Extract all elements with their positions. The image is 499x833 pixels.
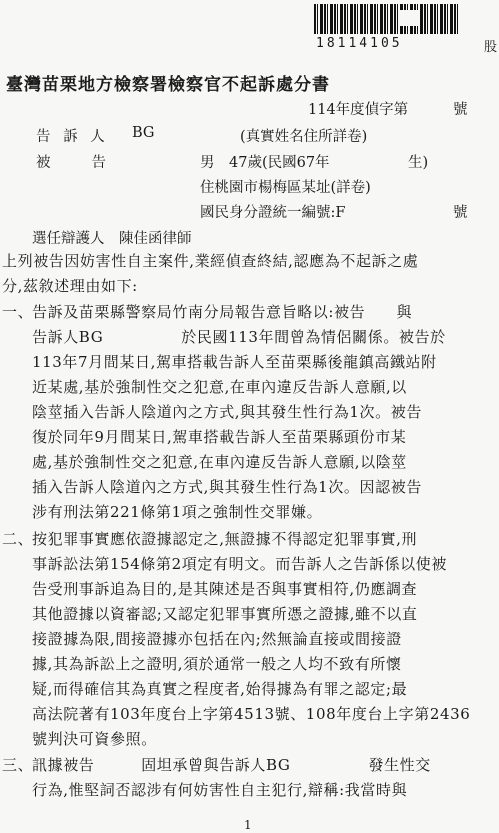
corner-mark: 股 bbox=[484, 40, 498, 55]
section-line: 陰莖插入告訴人陰道內之方式,與其發生性行為1次。被告 bbox=[32, 403, 422, 421]
section-line: 高法院著有103年度台上字第4513號、108年度台上字第2436 bbox=[32, 705, 471, 723]
section-line: 行為,惟堅詞否認涉有何妨害性自主犯行,辯稱:我當時與 bbox=[32, 781, 408, 799]
section-line: 處,基於強制性交之犯意,在車內違反告訴人意願,以陰莖 bbox=[32, 453, 407, 471]
section-line: 告訴及苗栗縣警察局竹南分局報告意旨略以:被告 與 bbox=[32, 303, 413, 321]
section-line: 疑,而得確信其為真實之程度者,始得據為有罪之認定;最 bbox=[32, 680, 408, 698]
section-line: 113年7月間某日,駕車搭載告訴人至苗栗縣後龍鎮高鐵站附 bbox=[32, 353, 437, 371]
section-line: 訊據被告 固坦承曾與告訴人BG 發生性交 bbox=[32, 756, 431, 774]
defendant-id: 國民身分證統一編號:F bbox=[200, 205, 346, 221]
defendant-info: 男 47歲(民國67年 bbox=[200, 155, 330, 171]
case-number: 114年度偵字第 bbox=[308, 102, 409, 118]
defendant-id-end: 號 bbox=[453, 205, 468, 221]
section-line: 事訴訟法第154條第2項定有明文。而告訴人之告訴係以使被 bbox=[32, 555, 447, 573]
section-line: 近某處,基於強制性交之犯意,在車內違反告訴人意願,以 bbox=[32, 378, 407, 396]
section-line: 插入告訴人陰道內之方式,與其發生性行為1次。因認被告 bbox=[32, 478, 422, 496]
complainant-name: BG bbox=[132, 125, 155, 141]
intro-line: 分,茲敘述理由如下: bbox=[2, 277, 138, 295]
section-marker: 三、 bbox=[2, 756, 34, 774]
defendant-address: 住桃園市楊梅區某址(詳卷) bbox=[200, 180, 371, 196]
section-line: 告受刑事訴追為目的,是其陳述是否與事實相符,仍應調查 bbox=[32, 580, 418, 598]
section-line: 告訴人BG 於民國113年間曾為情侶關係。被告於 bbox=[32, 328, 446, 346]
intro-line: 上列被告因妨害性自主案件,業經偵查終結,認應為不起訴之處 bbox=[2, 252, 419, 270]
counsel-line: 選任辯護人 陳佳函律師 bbox=[32, 231, 192, 247]
section-line: 復於同年9月間某日,駕車搭載告訴人至苗栗縣頭份市某 bbox=[32, 428, 407, 446]
defendant-info-end: 生) bbox=[408, 155, 429, 171]
page-number: 1 bbox=[244, 818, 252, 832]
defendant-label: 被 告 bbox=[36, 155, 110, 171]
barcode-number: 18114105 bbox=[316, 36, 403, 51]
complainant-label: 告 訴 人 bbox=[36, 129, 109, 145]
section-line: 據,其為訴訟上之證明,須於通常一般之人均不致有所懷 bbox=[32, 655, 402, 673]
section-line: 接證據為限,間接證據亦包括在內;然無論直接或間接證 bbox=[32, 630, 402, 648]
section-line: 按犯罪事實應依證據認定之,無證據不得認定犯罪事實,刑 bbox=[32, 530, 418, 548]
complainant-note: (真實姓名住所詳卷) bbox=[240, 129, 368, 145]
redaction-mask bbox=[398, 10, 420, 26]
section-line: 其他證據以資審認;又認定犯罪事實所憑之證據,雖不以直 bbox=[32, 605, 418, 623]
barcode-image bbox=[314, 4, 460, 34]
document-title: 臺灣苗栗地方檢察署檢察官不起訴處分書 bbox=[6, 75, 330, 95]
section-marker: 二、 bbox=[2, 530, 34, 548]
case-number-suffix: 號 bbox=[453, 102, 468, 118]
section-line: 涉有刑法第221條第1項之強制性交罪嫌。 bbox=[32, 503, 323, 521]
section-line: 號判決可資參照。 bbox=[32, 730, 157, 748]
section-marker: 一、 bbox=[2, 303, 34, 321]
